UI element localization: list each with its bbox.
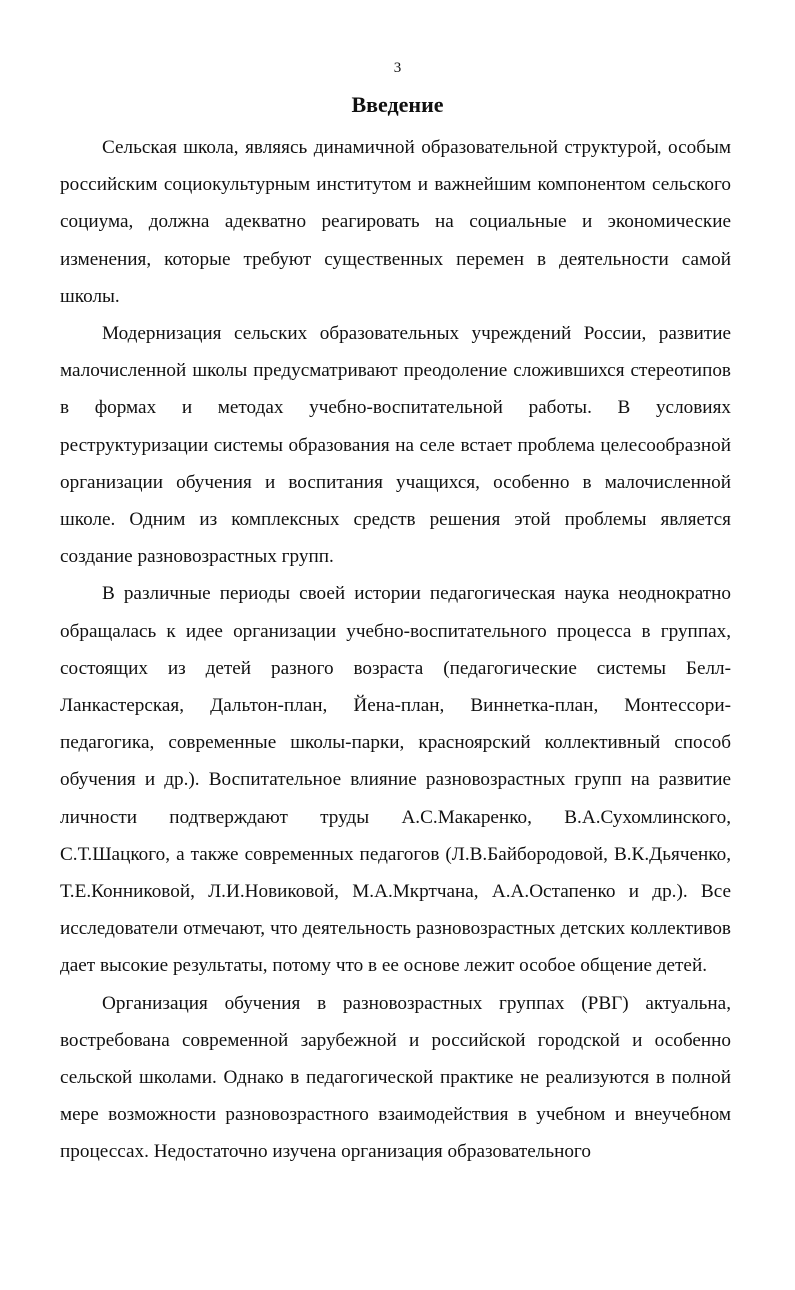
page-number: 3 (393, 60, 402, 76)
paragraph-4: Организация обучения в разновозрастных группах (РВГ) актуальна, востребована современной зарубежной и российской городской и особенно сельской школами. Однако в педагогической практике не реализуются в полной мере возможности разновозрастного взаимодействия в учебном и внеучебном процессах. Недостаточно изучена организация образовательного (60, 992, 731, 1163)
body-text (60, 129, 731, 1171)
paragraph-1: Сельская школа, являясь динамичной образовательной структурой, особым российским социокультурным институтом и важнейшим компонентом сельского социума, должна адекватно реагировать на социальные и экономические изменения, которые требуют существенных перемен в деятельности самой школы. (60, 137, 731, 307)
section-heading: Введение (351, 92, 444, 117)
paragraph-2: Модернизация сельских образовательных учреждений России, развитие малочисленной школы предусматривают преодоление сложившихся стереотипов в формах и методах учебно-воспитательной работы. В условиях реструктуризации системы образования на селе встает проблема целесообразной организации обучения и воспитания учащихся, особенно в малочисленной школе. Одним из комплексных средств решения этой проблемы является создание разновозрастных групп. (60, 323, 731, 568)
paragraph-3: В различные периоды своей истории педагогическая наука неоднократно обращалась к идее организации учебно-воспитательного процесса в группах, состоящих из детей разного возраста (педагогические системы Белл-Ланкастерская, Дальтон-план, Йена-план, Виннетка-план, Монтессори-педагогика, современные школы-парки, красноярский коллективный способ обучения и др.). Воспитательное влияние разновозрастных групп на развитие личности подтверждают труды А.С.Макаренко, В.А.Сухомлинского, С.Т.Шацкого, а также современных педагогов (Л.В.Байбородовой, В.К.Дьяченко, Т.Е.Конниковой, Л.И.Новиковой, М.А.Мкртчана, А.А.Остапенко и др.). Все исследователи отмечают, что деятельность разновозрастных детских коллективов дает высокие результаты, потому что в ее основе лежит особое общение детей. (60, 583, 731, 977)
